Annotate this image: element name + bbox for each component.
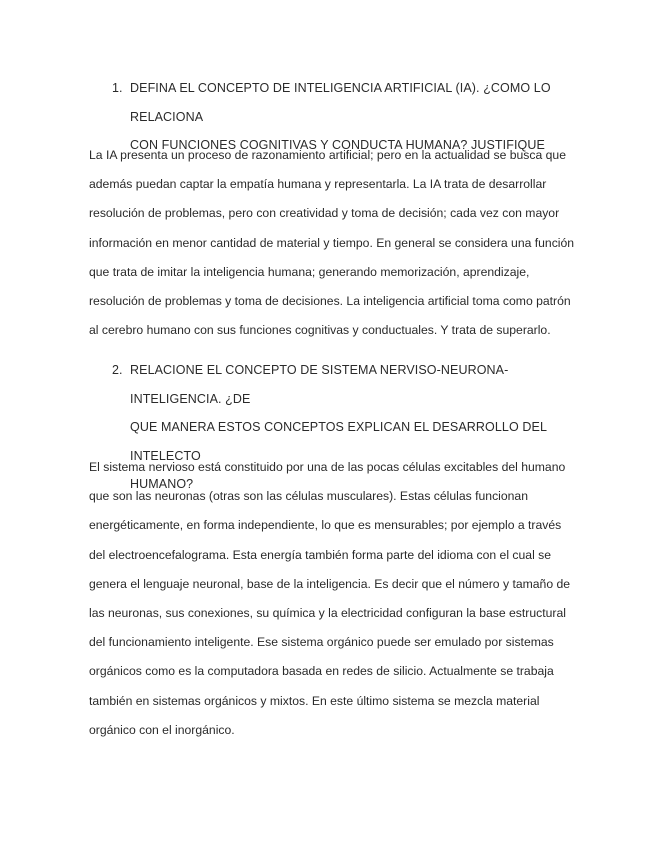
answer-line: orgánico con el inorgánico. xyxy=(89,722,235,737)
answer-line: además puedan captar la empatía humana y representarla. La IA trata de desarrollar xyxy=(89,177,547,192)
answer-2 xyxy=(89,453,579,745)
answer-line: que son las neuronas (otras son las células musculares). Estas células funcionan xyxy=(89,489,528,504)
answer-line: energéticamente, en forma independiente, lo que es mensurables; por ejemplo a través xyxy=(89,518,562,533)
question-number: 2. xyxy=(112,363,123,377)
answer-line: La IA presenta un proceso de razonamiento artificial; pero en la actualidad se busca que xyxy=(89,148,566,162)
question-line: HUMANO? xyxy=(130,477,194,491)
answer-line: del electroencefalograma. Esta energía también forma parte del idioma con el cual se xyxy=(89,547,552,562)
question-line: QUE MANERA ESTOS CONCEPTOS EXPLICAN EL DESARROLLO DEL INTELECTO xyxy=(130,420,547,463)
answer-line: El sistema nervioso está constituido por una de las pocas células excitables del humano xyxy=(89,460,566,474)
answer-line: genera el lenguaje neuronal, base de la inteligencia. Es decir que el número y tamaño de xyxy=(89,576,571,591)
answer-line: orgánicos como es la computadora basada en redes de silicio. Actualmente se trabaja xyxy=(89,664,554,679)
answer-line: que trata de imitar la inteligencia humana; generando memorización, aprendizaje, xyxy=(89,264,530,279)
answer-line: información en menor cantidad de material y tiempo. En general se considera una función xyxy=(89,235,575,250)
answer-1 xyxy=(89,141,579,345)
answer-line: al cerebro humano con sus funciones cognitivas y conductuales. Y trata de superarlo. xyxy=(89,323,551,338)
question-number: 1. xyxy=(112,81,123,95)
answer-line: las neuronas, sus conexiones, su química y la electricidad configuran la base estructural xyxy=(89,606,566,621)
question-line: RELACIONE EL CONCEPTO DE SISTEMA NERVISO-NEURONA-INTELIGENCIA. ¿DE xyxy=(130,363,509,406)
answer-line: del funcionamiento inteligente. Ese sistema orgánico puede ser emulado por sistemas xyxy=(89,635,554,650)
question-line: DEFINA EL CONCEPTO DE INTELIGENCIA ARTIFICIAL (IA). ¿COMO LO RELACIONA xyxy=(130,81,551,124)
answer-line: también en sistemas orgánicos y mixtos. En este último sistema se mezcla material xyxy=(89,693,540,708)
answer-line: resolución de problemas y toma de decisiones. La inteligencia artificial toma como patrón xyxy=(89,294,571,309)
answer-line: resolución de problemas, pero con creatividad y toma de decisión; cada vez con mayor xyxy=(89,206,560,221)
question-line: CON FUNCIONES COGNITIVAS Y CONDUCTA HUMANA? JUSTIFIQUE xyxy=(130,138,545,152)
